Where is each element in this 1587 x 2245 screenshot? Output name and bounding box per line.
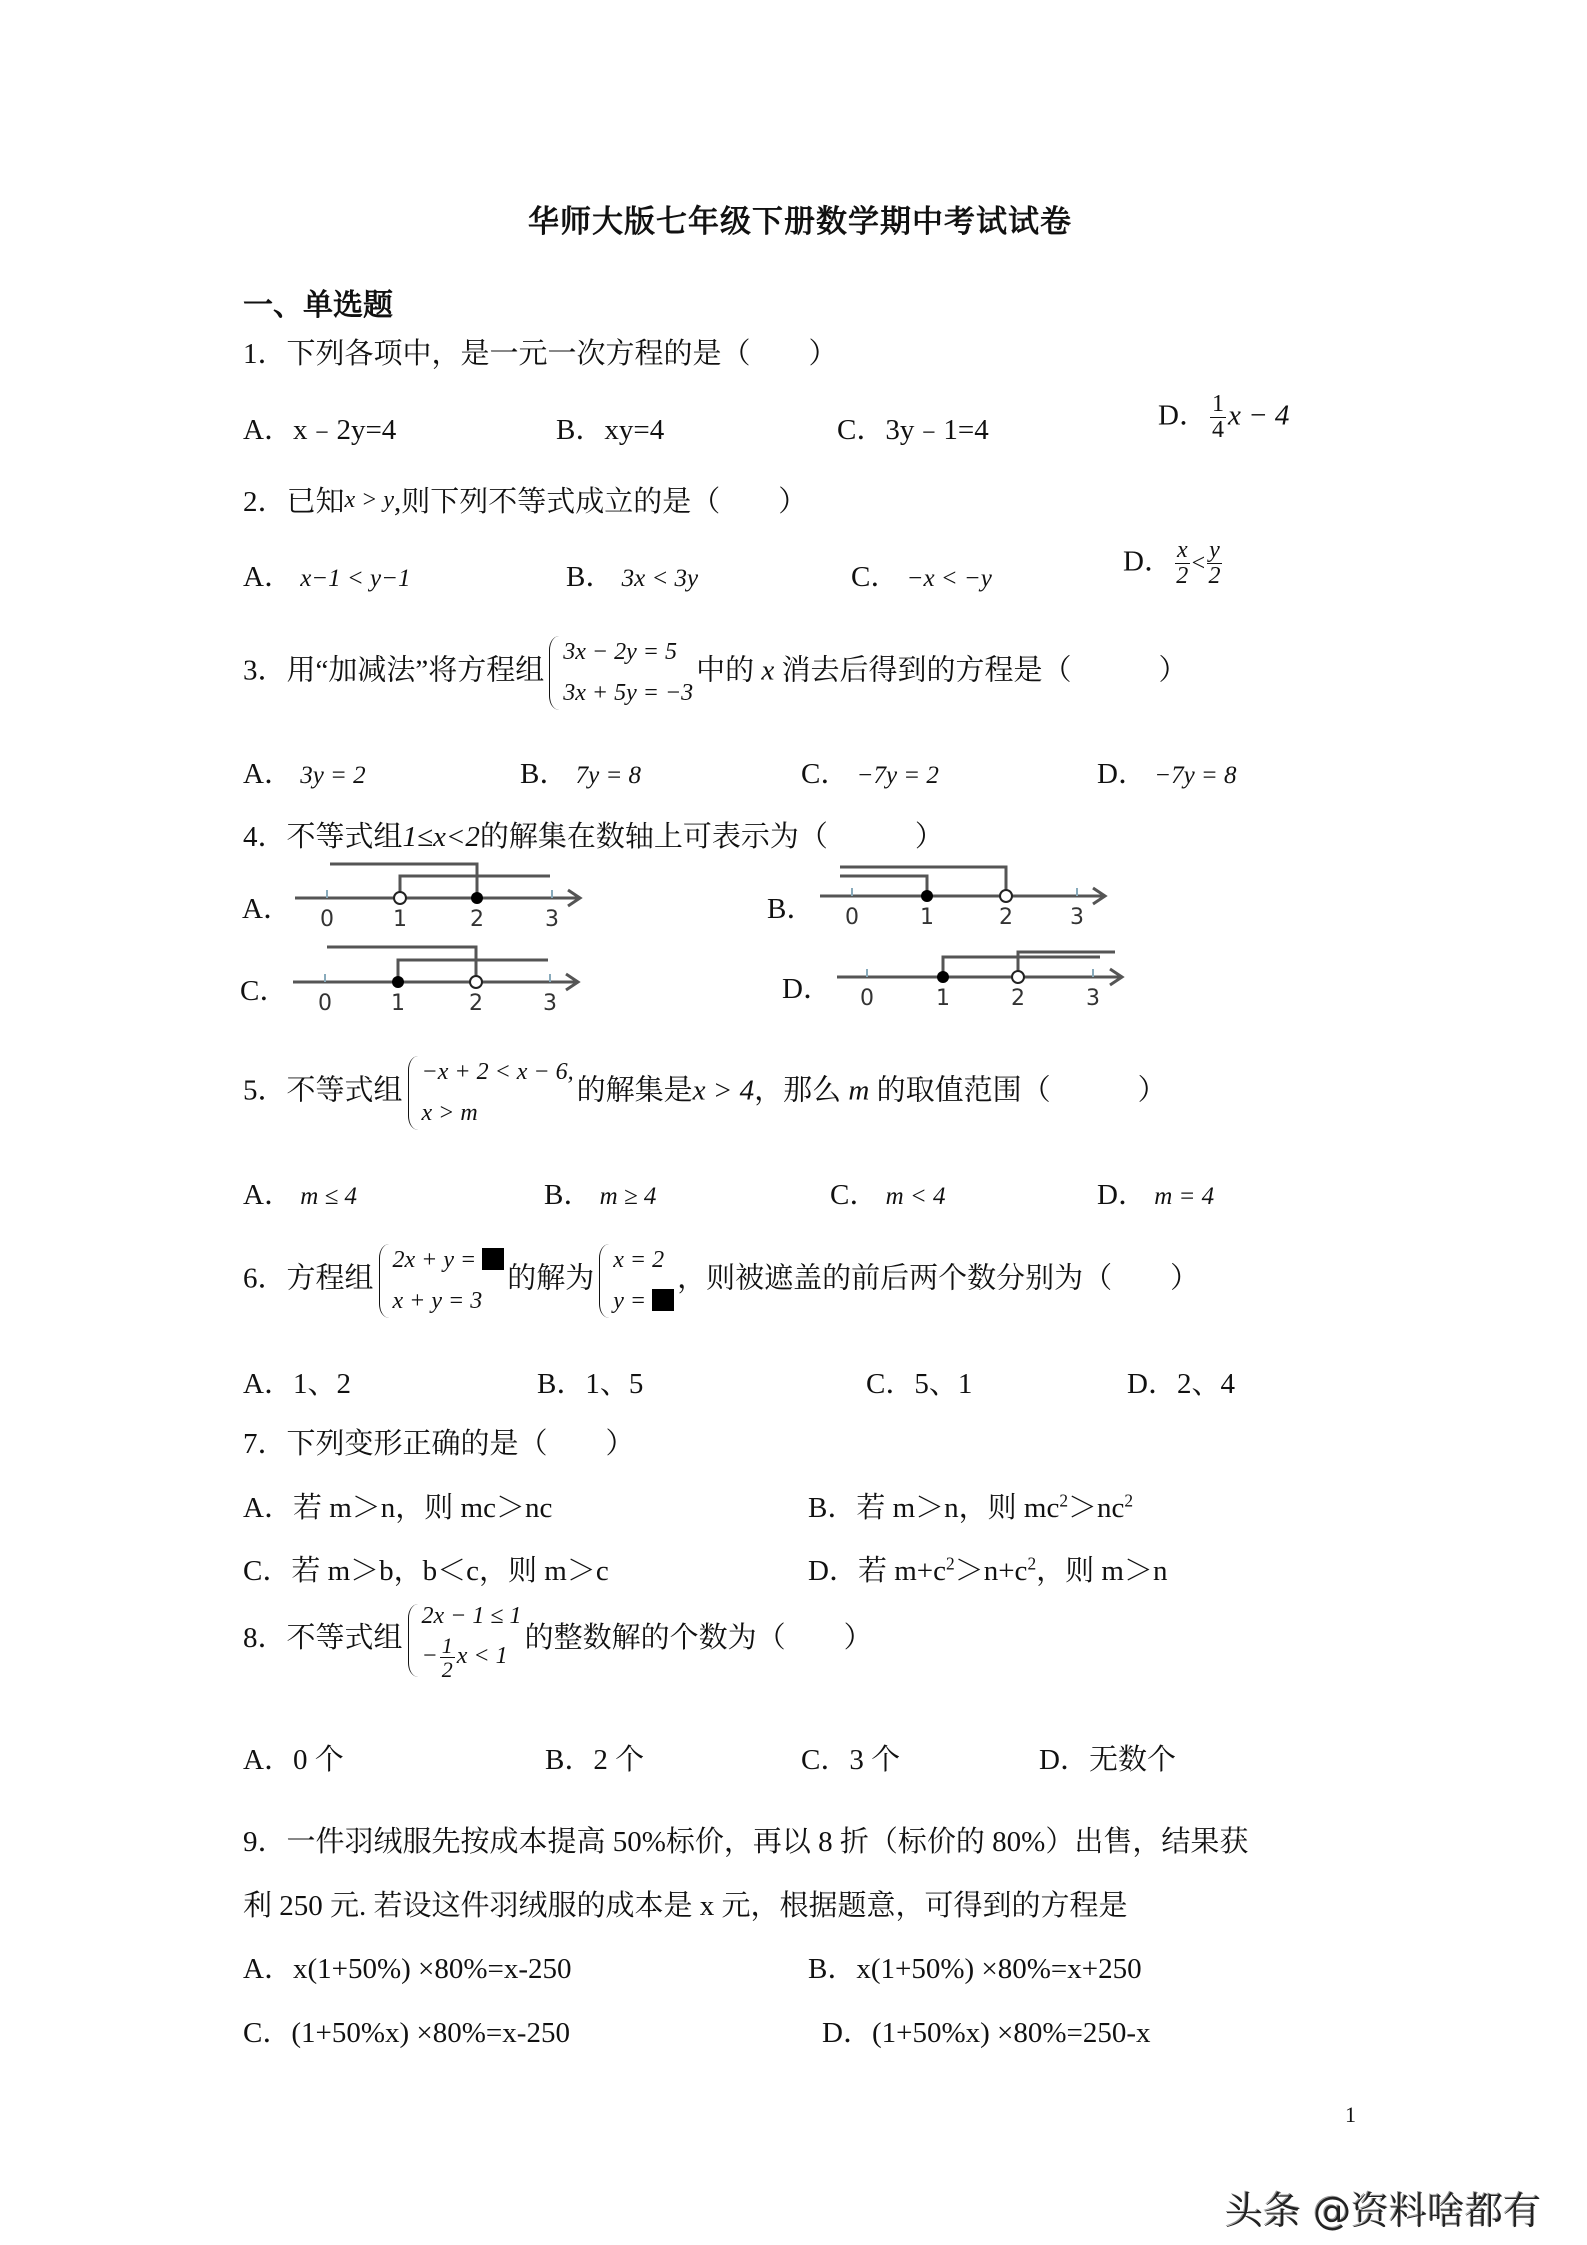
stem-var: m xyxy=(848,1074,870,1107)
masked-value xyxy=(652,1289,674,1311)
q4-option-b-number-line[interactable] xyxy=(805,848,1125,928)
option-text: 若 m＞n，则 mc xyxy=(856,1492,1060,1524)
q2-option-a[interactable] xyxy=(243,554,411,595)
question-stem: 下列各项中，是一元一次方程的是（ ） xyxy=(286,338,838,370)
q3-option-d[interactable] xyxy=(1097,751,1237,792)
q7-option-d[interactable] xyxy=(808,1548,1167,1589)
question-5 xyxy=(243,1052,1167,1134)
solution-system: x = 2 y = xyxy=(597,1240,674,1322)
option-label: B． xyxy=(544,1179,593,1211)
option-label: C． xyxy=(851,561,900,593)
question-number: 1． xyxy=(243,338,287,370)
option-text: −7y = 8 xyxy=(1154,762,1237,789)
q9-option-d[interactable] xyxy=(822,2010,1151,2051)
svg-text:3: 3 xyxy=(545,907,559,930)
q6-option-a[interactable] xyxy=(243,1361,351,1402)
q3-option-a[interactable] xyxy=(243,751,366,792)
q5-option-c[interactable] xyxy=(830,1172,946,1213)
option-text: −x < −y xyxy=(906,565,992,592)
option-label: B． xyxy=(520,758,569,790)
stem-text: 不等式组 xyxy=(286,1074,403,1107)
q8-option-b[interactable] xyxy=(545,1737,644,1778)
option-label: D． xyxy=(1097,1179,1147,1211)
q4-option-d-label[interactable]: D． xyxy=(782,973,832,1005)
option-label: B． xyxy=(537,1368,586,1400)
stem-text: 的解集在数轴上可表示为（ ） xyxy=(479,821,944,853)
q1-option-a[interactable] xyxy=(243,407,396,448)
q4-option-d-number-line[interactable] xyxy=(822,929,1142,1009)
option-label: C． xyxy=(866,1368,915,1400)
operator: < xyxy=(1191,550,1206,577)
question-9-line-2: 利 250 元. 若设这件羽绒服的成本是 x 元，根据题意，可得到的方程是 xyxy=(243,1890,1128,1922)
option-text: 3x < 3y xyxy=(621,565,699,592)
option-label: D． xyxy=(808,1555,858,1587)
svg-text:0: 0 xyxy=(845,905,859,928)
q7-option-a[interactable] xyxy=(243,1485,552,1526)
option-text: 5、1 xyxy=(914,1368,973,1400)
question-number: 9． xyxy=(243,1826,287,1858)
question-8 xyxy=(243,1600,873,1681)
option-text: x(1+50%) ×80%=x-250 xyxy=(292,1953,572,1985)
option-text: 1、2 xyxy=(292,1368,351,1400)
q6-option-c[interactable] xyxy=(866,1361,972,1402)
option-text: x − 4 xyxy=(1227,399,1290,432)
question-number: 2． xyxy=(243,486,287,518)
option-text: 7y = 8 xyxy=(575,762,642,789)
option-label: B． xyxy=(808,1953,857,1985)
option-label: A． xyxy=(243,561,293,593)
question-number: 4． xyxy=(243,821,287,853)
option-text: 2、4 xyxy=(1176,1368,1235,1400)
option-label: C． xyxy=(243,1555,292,1587)
svg-text:2: 2 xyxy=(469,991,483,1014)
question-stem: 下列变形正确的是（ ） xyxy=(286,1428,635,1460)
option-text: ＞n+c xyxy=(954,1555,1028,1587)
svg-text:0: 0 xyxy=(860,986,874,1009)
question-2 xyxy=(243,479,807,520)
stem-math: x > y xyxy=(344,487,395,513)
q2-option-d[interactable] xyxy=(1123,538,1224,589)
option-label: B． xyxy=(566,561,615,593)
option-text: ＞nc xyxy=(1068,1492,1125,1524)
stem-text: 的解集是 xyxy=(576,1074,693,1107)
option-text: −7y = 2 xyxy=(856,762,939,789)
equation-system: 3x − 2y = 5 3x + 5y = −3 xyxy=(547,632,693,714)
option-text: m < 4 xyxy=(885,1183,946,1210)
q1-option-c[interactable] xyxy=(837,407,989,448)
option-text: 若 m+c xyxy=(857,1555,946,1587)
superscript: 2 xyxy=(1124,1490,1134,1511)
q4-option-a-label[interactable]: A． xyxy=(242,893,292,925)
option-text: 无数个 xyxy=(1088,1744,1176,1776)
option-label: B． xyxy=(808,1492,857,1524)
option-text: 若 m＞n，则 mc＞nc xyxy=(292,1492,553,1524)
superscript: 2 xyxy=(1059,1490,1069,1511)
option-label: B． xyxy=(545,1744,594,1776)
q1-option-b[interactable] xyxy=(556,407,664,448)
option-text: m ≥ 4 xyxy=(599,1183,657,1210)
option-label: A． xyxy=(243,758,293,790)
stem-text: 用“加减法”将方程组 xyxy=(286,654,545,687)
q9-option-c[interactable] xyxy=(243,2010,570,2051)
option-label: C． xyxy=(801,758,850,790)
question-1 xyxy=(243,331,838,372)
q2-option-b[interactable] xyxy=(566,554,698,595)
stem-text: 不等式组 xyxy=(286,821,403,853)
stem-text: ，那么 xyxy=(754,1074,842,1107)
inequality-system: 2x − 1 ≤ 1 − $\frac{1}{2}$ x < 1 xyxy=(406,1600,522,1681)
q3-option-b[interactable] xyxy=(520,751,641,792)
svg-text:1: 1 xyxy=(393,907,407,930)
stem-text: 消去后得到的方程是（ ） xyxy=(781,654,1188,687)
masked-value xyxy=(482,1248,504,1270)
option-text: x(1+50%) ×80%=x+250 xyxy=(856,1953,1142,1985)
page-title: 华师大版七年级下册数学期中考试试卷 xyxy=(528,204,1072,239)
question-number: 6． xyxy=(243,1262,287,1295)
question-number: 7． xyxy=(243,1428,287,1460)
option-label: D． xyxy=(822,2017,872,2049)
question-7 xyxy=(243,1421,635,1462)
option-text: 0 个 xyxy=(292,1744,344,1776)
option-text: 3 个 xyxy=(849,1744,901,1776)
option-text: m ≤ 4 xyxy=(300,1183,357,1210)
q4-option-a-number-line[interactable] xyxy=(280,850,600,930)
svg-text:2: 2 xyxy=(1011,986,1025,1009)
option-label: B． xyxy=(556,414,605,446)
q5-option-b[interactable] xyxy=(544,1172,656,1213)
svg-text:1: 1 xyxy=(920,905,934,928)
stem-var: x xyxy=(761,654,775,687)
stem-text: ,则下列不等式成立的是（ ） xyxy=(394,486,808,518)
option-label: A． xyxy=(243,1953,293,1985)
option-text: 1、5 xyxy=(585,1368,644,1400)
svg-text:2: 2 xyxy=(999,905,1013,928)
option-label: D． xyxy=(1097,758,1147,790)
q2-option-c[interactable] xyxy=(851,554,992,595)
q8-option-a[interactable] xyxy=(243,1737,344,1778)
q9-option-b[interactable] xyxy=(808,1946,1142,1987)
svg-text:1: 1 xyxy=(391,991,405,1014)
svg-text:3: 3 xyxy=(1086,986,1100,1009)
fraction: $\frac{1}{4}$ xyxy=(1211,391,1224,444)
q9-option-a[interactable] xyxy=(243,1946,572,1987)
stem-text: 的整数解的个数为（ ） xyxy=(524,1622,873,1655)
q4-option-b-label[interactable]: B． xyxy=(767,893,816,925)
q4-option-c-label[interactable]: C． xyxy=(240,975,289,1007)
option-text: m = 4 xyxy=(1154,1183,1215,1210)
option-text: xy=4 xyxy=(604,414,665,446)
equation-system: 2x + y = x + y = 3 xyxy=(377,1240,505,1322)
option-label: A． xyxy=(243,1179,293,1211)
q6-option-b[interactable] xyxy=(537,1361,643,1402)
option-label: C． xyxy=(243,2017,292,2049)
option-text: 3y﹣1=4 xyxy=(885,414,989,446)
option-label: D． xyxy=(1127,1368,1177,1400)
option-label: C． xyxy=(837,414,886,446)
stem-text: 的解为 xyxy=(507,1262,595,1295)
q4-option-c-number-line[interactable] xyxy=(278,934,598,1014)
q8-option-c[interactable] xyxy=(801,1737,900,1778)
q8-option-d[interactable] xyxy=(1039,1737,1176,1778)
option-label: D． xyxy=(1158,399,1208,432)
question-3 xyxy=(243,632,1188,714)
watermark: 头条 @资料啥都有 xyxy=(1225,2189,1542,2233)
question-number: 5． xyxy=(243,1074,287,1107)
question-9 xyxy=(243,1819,1248,1860)
stem-text: 不等式组 xyxy=(286,1622,403,1655)
superscript: 2 xyxy=(1027,1553,1037,1574)
svg-text:0: 0 xyxy=(318,991,332,1014)
q7-option-c[interactable] xyxy=(243,1548,609,1589)
stem-math: 1≤x<2 xyxy=(402,821,480,853)
option-text: 3y = 2 xyxy=(300,762,366,789)
question-stem: 一件羽绒服先按成本提高 50%标价，再以 8 折（标价的 80%）出售，结果获 xyxy=(286,1826,1249,1858)
option-text: 2 个 xyxy=(593,1744,645,1776)
option-text: (1+50%x) ×80%=250-x xyxy=(871,2017,1151,2049)
q1-option-d[interactable] xyxy=(1158,392,1289,443)
question-number: 3． xyxy=(243,654,287,687)
option-text: (1+50%x) ×80%=x-250 xyxy=(291,2017,570,2049)
option-label: C． xyxy=(830,1179,879,1211)
option-text: x−1 < y−1 xyxy=(300,565,411,592)
stem-text: 已知 xyxy=(286,486,345,518)
page-number: 1 xyxy=(1345,2102,1356,2127)
stem-text: 中的 xyxy=(696,654,755,687)
stem-math: x > 4 xyxy=(692,1074,755,1107)
question-number: 8． xyxy=(243,1622,287,1655)
option-text: ，则 m＞n xyxy=(1036,1555,1168,1587)
svg-text:1: 1 xyxy=(936,986,950,1009)
q5-option-a[interactable] xyxy=(243,1172,357,1213)
option-label: D． xyxy=(1039,1744,1089,1776)
q5-option-d[interactable] xyxy=(1097,1172,1214,1213)
option-text: 若 m＞b，b＜c，则 m＞c xyxy=(291,1555,609,1587)
option-label: C． xyxy=(801,1744,850,1776)
section-heading: 一、单选题 xyxy=(243,289,393,322)
option-text: x﹣2y=4 xyxy=(292,414,397,446)
option-label: A． xyxy=(243,1368,293,1400)
svg-text:0: 0 xyxy=(320,907,334,930)
q6-option-d[interactable] xyxy=(1127,1361,1235,1402)
q3-option-c[interactable] xyxy=(801,751,939,792)
option-label: A． xyxy=(243,1492,293,1524)
stem-text: 方程组 xyxy=(286,1262,374,1295)
fraction: $\frac{y}{2}$ xyxy=(1208,537,1221,590)
svg-text:2: 2 xyxy=(470,907,484,930)
stem-text: 的取值范围（ ） xyxy=(876,1074,1167,1107)
svg-text:3: 3 xyxy=(543,991,557,1014)
superscript: 2 xyxy=(946,1553,955,1574)
question-6 xyxy=(243,1240,1199,1322)
option-label: A． xyxy=(243,414,293,446)
q7-option-b[interactable] xyxy=(808,1485,1133,1526)
inequality-system: −x + 2 < x − 6, x > m xyxy=(406,1052,574,1134)
option-label: A． xyxy=(243,1744,293,1776)
stem-text: ，则被遮盖的前后两个数分别为（ ） xyxy=(677,1262,1200,1295)
svg-text:3: 3 xyxy=(1070,905,1084,928)
option-label: D． xyxy=(1123,545,1173,578)
fraction: $\frac{x}{2}$ xyxy=(1176,537,1189,590)
